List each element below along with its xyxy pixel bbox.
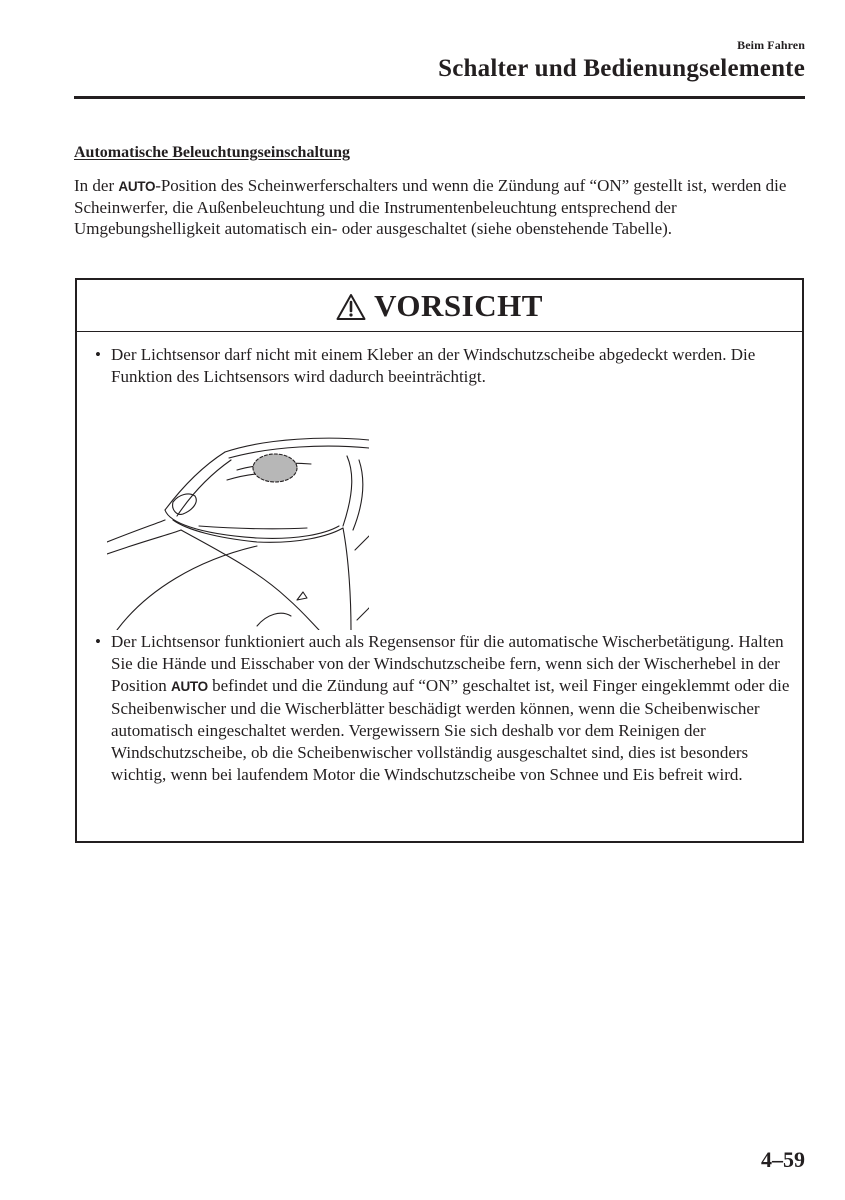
bullet-text-part1: Der Lichtsensor funktioniert auch als Regensensor für die automatische Wischerbetätigung. Halten Sie die Hände und Eisschaber von der Windschutzscheibe fern, wenn sich der Wischerhebel in der Position bbox=[111, 632, 784, 695]
bullet-marker: • bbox=[95, 632, 101, 651]
bullet-text bbox=[111, 631, 795, 786]
caution-bullet-1 bbox=[95, 344, 795, 388]
windshield-sensor-illustration bbox=[107, 430, 369, 630]
page-title: Schalter und Bedienungselemente bbox=[438, 55, 805, 82]
warning-triangle-icon bbox=[336, 293, 366, 321]
bullet-text: Der Lichtsensor darf nicht mit einem Kleber an der Windschutzscheibe abgedeckt werden. Die Funktion des Lichtsensors wird dadurch beeinträchtigt. bbox=[111, 345, 756, 386]
bullet-marker: • bbox=[95, 345, 101, 364]
intro-paragraph bbox=[74, 175, 809, 239]
auto-label: AUTO bbox=[171, 679, 208, 694]
section-heading: Automatische Beleuchtungseinschaltung bbox=[74, 144, 351, 161]
caution-title: VORSICHT bbox=[374, 287, 543, 323]
auto-label: AUTO bbox=[118, 179, 156, 194]
bullet-text-part2: befindet und die Zündung auf “ON” geschaltet ist, weil Finger eingeklemmt oder die Scheibenwischer und die Wischerblätter beschädigt werden können, wenn die Scheibenwischer automatisch eingeschaltet werden. Vergewissern Sie sich deshalb vor dem Reinigen der Windschutzscheibe, ob die Scheibenwischer vollständig ausgeschaltet sind, dies ist besonders wichtig, wenn bei laufendem Motor die Windschutzscheibe von Schnee und Eis befreit wird. bbox=[111, 676, 790, 784]
caution-header bbox=[77, 280, 802, 332]
caution-box bbox=[75, 278, 804, 843]
header-section-label: Beim Fahren bbox=[737, 38, 805, 52]
header-divider bbox=[74, 96, 805, 99]
intro-text-start: In der bbox=[74, 176, 119, 195]
intro-text-rest: -Position des Scheinwerferschalters und wenn die Zündung auf “ON” gestellt ist, werden die Scheinwerfer, die Außenbeleuchtung und die Instrumentenbeleuchtung entsprechend der Umgebungshelligkeit automatisch ein- oder ausgeschaltet (siehe obenstehende Tabelle). bbox=[74, 176, 787, 238]
page-number: 4–59 bbox=[761, 1147, 805, 1172]
caution-bullet-2 bbox=[95, 631, 795, 786]
